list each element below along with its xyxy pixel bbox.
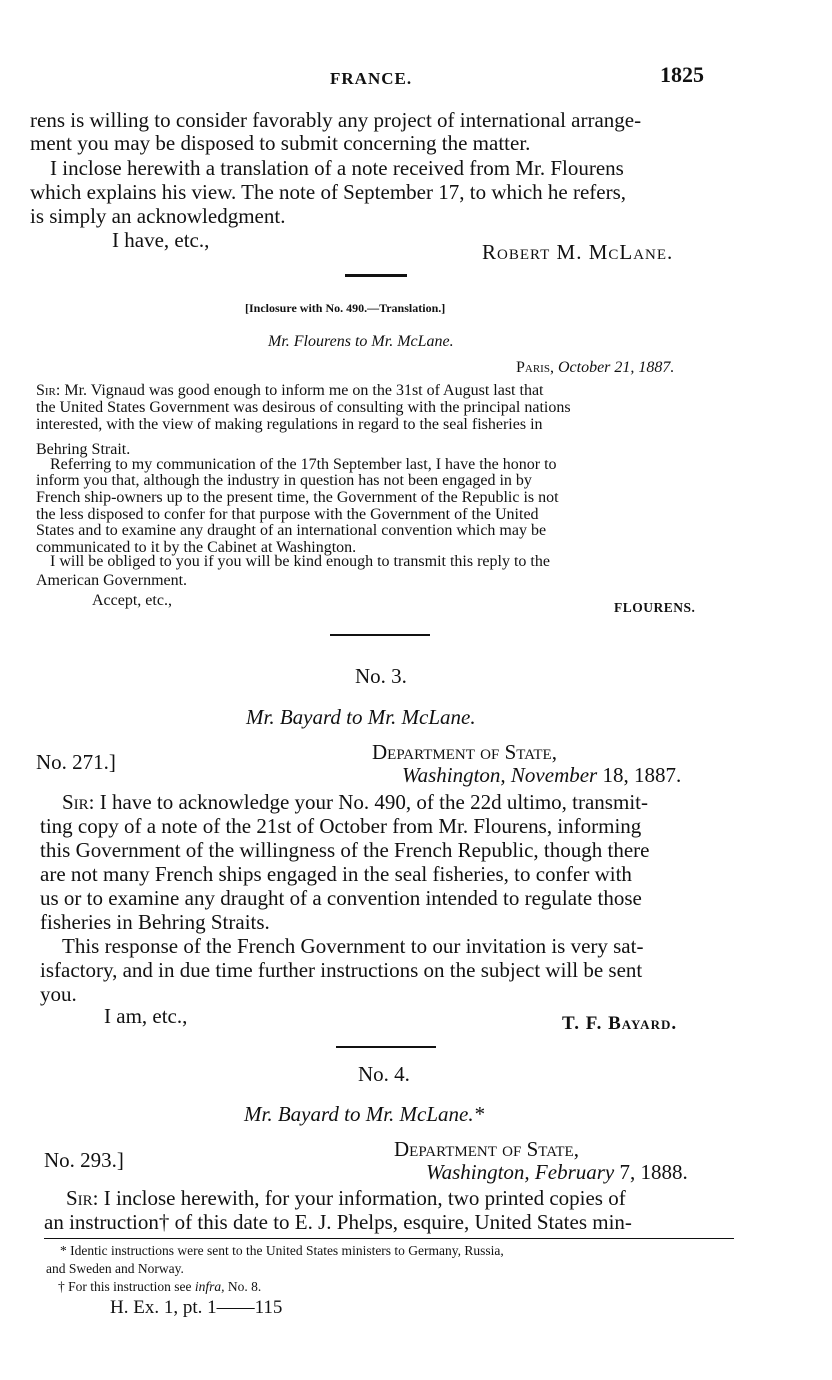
text-line: Behring Strait. [36,441,131,458]
document-heading: Mr. Bayard to Mr. McLane. [246,705,476,729]
inclosure-heading: Mr. Flourens to Mr. McLane. [268,333,454,350]
text-line: this Government of the willingness of the French Republic, though there [40,838,650,862]
closing: I am, etc., [104,1004,188,1028]
dateline: Washington, November 18, 1887. [402,763,682,787]
text-line: Referring to my communication of the 17th September last, I have the honor to [50,456,557,473]
text-line: I inclose herewith a translation of a note received from Mr. Flourens [50,156,624,180]
text-line: This response of the French Government to our invitation is very sat- [62,934,644,958]
text-line: Sir: Mr. Vignaud was good enough to inform me on the 31st of August last that [36,382,544,399]
signature: T. F. Bayard. [562,1013,678,1034]
text-line: French ship-owners up to the present time, the Government of the Republic is not [36,489,559,506]
page-number: 1825 [660,62,704,87]
text-line: the United States Government was desirous of consulting with the principal nations [36,399,571,416]
divider [336,1046,436,1048]
closing: I have, etc., [112,228,210,252]
signature: FLOURENS. [614,600,696,615]
text-line: which explains his view. The note of September 17, to which he refers, [30,180,627,204]
text-line: interested, with the view of making regulations in regard to the seal fisheries in [36,416,543,433]
footnote: and Sweden and Norway. [46,1261,184,1276]
inclosure-label: [Inclosure with No. 490.—Translation.] [245,301,446,315]
document-number: No. 4. [358,1062,410,1086]
department: Department of State, [372,740,557,764]
signature-mark: H. Ex. 1, pt. 1——115 [110,1297,283,1318]
text-line: is simply an acknowledgment. [30,204,286,228]
closing: Accept, etc., [92,592,172,609]
salutation: Sir: [62,790,95,814]
text-line: the less disposed to confer for that purpose with the Government of the United [36,506,539,523]
text-line: Sir: I have to acknowledge your No. 490, of the 22d ultimo, transmit- [62,790,648,814]
reference-number: No. 271.] [36,750,116,774]
document-number: No. 3. [355,664,407,688]
date: October 21, 1887. [557,359,675,376]
place: Paris, [516,359,554,376]
text-line: are not many French ships engaged in the seal fisheries, to confer with [40,862,632,886]
divider [330,634,430,636]
dateline: Washington, February 7, 1888. [426,1160,688,1184]
text-line: us or to examine any draught of a convention intended to regulate those [40,886,642,910]
text-line: States and to examine any draught of an international convention which may be [36,522,547,539]
footnote: * Identic instructions were sent to the United States ministers to Germany, Russia, [60,1243,504,1258]
reference-number: No. 293.] [44,1148,124,1172]
signature: Robert M. McLane. [482,240,674,264]
text-line: Sir: I inclose herewith, for your information, two printed copies of [66,1186,626,1210]
text-line: an instruction† of this date to E. J. Phelps, esquire, United States min- [44,1210,632,1234]
running-title: FRANCE. [330,69,413,88]
text-line: communicated to it by the Cabinet at Washington. [36,539,357,556]
text-line: inform you that, although the industry in question has not been engaged in by [36,472,532,489]
text-line: ting copy of a note of the 21st of October from Mr. Flourens, informing [40,814,642,838]
text-line: isfactory, and in due time further instructions on the subject will be sent [40,958,643,982]
text-line: American Government. [36,572,188,589]
text-line: fisheries in Behring Straits. [40,910,270,934]
inclosure-dateline [516,359,674,376]
department: Department of State, [394,1137,579,1161]
text-line: ment you may be disposed to submit concerning the matter. [30,131,531,155]
text-line: you. [40,982,77,1006]
document-heading: Mr. Bayard to Mr. McLane.* [244,1102,485,1126]
text-line: rens is willing to consider favorably any project of international arrange- [30,108,642,132]
text-line: I will be obliged to you if you will be kind enough to transmit this reply to the [50,553,550,570]
salutation: Sir: [36,382,61,399]
divider [345,274,407,277]
footnote-rule [44,1238,734,1239]
footnote: † For this instruction see infra, No. 8. [58,1279,262,1294]
salutation: Sir: [66,1186,99,1210]
